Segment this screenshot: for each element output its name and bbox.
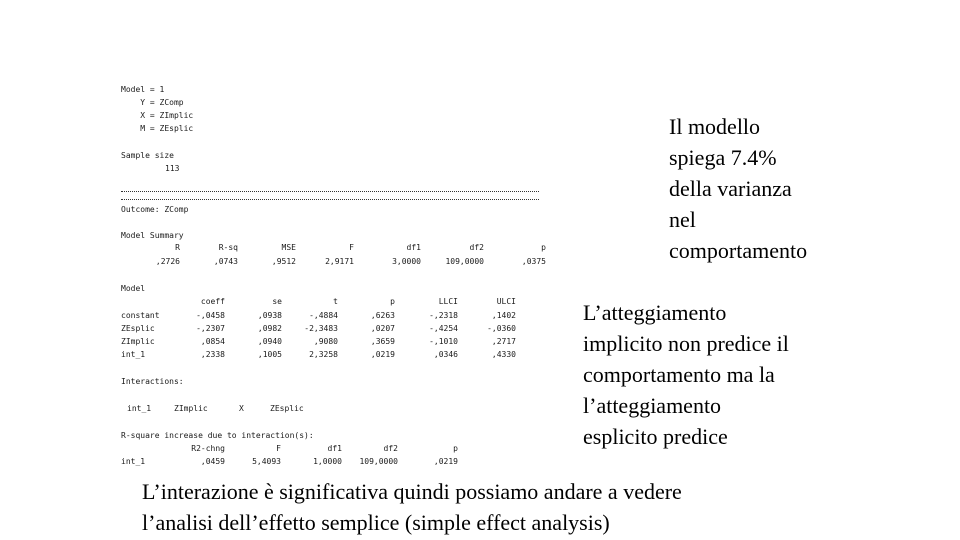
header-r-sq: R-sq <box>218 243 238 252</box>
value-df2: 109,0000 <box>445 257 484 266</box>
y-line: Y = ZComp <box>121 98 184 107</box>
r2-header-row <box>117 444 550 455</box>
coeff-cell: -,0458 <box>196 311 225 320</box>
llci-cell: ,0346 <box>433 350 458 359</box>
interaction-m-var: ZEsplic <box>270 404 304 413</box>
llci-cell: -,1010 <box>429 337 458 346</box>
annotation-line: implicito non predice il <box>583 331 789 356</box>
sample-size-label: Sample size <box>121 151 174 160</box>
model-summary-title: Model Summary <box>121 231 184 240</box>
ulci-cell: ,4330 <box>491 350 516 359</box>
header-se: se <box>272 297 282 306</box>
model-line: Model = 1 <box>121 85 165 94</box>
row-label: int_1 <box>121 350 146 359</box>
p-cell: ,0219 <box>370 350 395 359</box>
header-df2: df2 <box>383 444 398 453</box>
m-line: M = ZEsplic <box>121 124 194 133</box>
value-df2: 109,0000 <box>359 457 398 466</box>
header-r: R <box>175 243 180 252</box>
header-df1: df1 <box>327 444 342 453</box>
model-summary-header-row <box>117 243 550 254</box>
annotation-line: nel <box>669 207 696 232</box>
se-cell: ,0940 <box>257 337 282 346</box>
value-r: ,2726 <box>155 257 180 266</box>
header-t: t <box>333 297 338 306</box>
row-label: ZImplic <box>121 337 155 346</box>
r2-value-row <box>117 457 550 468</box>
header-p: p <box>541 243 546 252</box>
p-cell: ,0207 <box>370 324 395 333</box>
coeff-cell: ,2338 <box>200 350 225 359</box>
interaction-text <box>142 476 682 538</box>
header-r2-chng: R2-chng <box>191 444 225 453</box>
t-cell: -,4884 <box>309 311 338 320</box>
statistical-output-image <box>117 80 550 475</box>
attitude-text <box>583 297 789 452</box>
r2-row-label: int_1 <box>121 457 146 466</box>
table-row <box>117 337 550 348</box>
separator-line <box>121 191 539 200</box>
coeff-cell: ,0854 <box>200 337 225 346</box>
interaction-x-var: ZImplic <box>174 404 208 413</box>
value-p: ,0219 <box>433 457 458 466</box>
table-row <box>117 350 550 361</box>
t-cell: -2,3483 <box>304 324 338 333</box>
annotation-line: spiega 7.4% <box>669 145 777 170</box>
annotation-line: l’atteggiamento <box>583 393 722 418</box>
t-cell: ,9080 <box>313 337 338 346</box>
llci-cell: -,4254 <box>429 324 458 333</box>
value-r2-chng: ,0459 <box>200 457 225 466</box>
t-cell: 2,3258 <box>309 350 338 359</box>
ulci-cell: -,0360 <box>487 324 516 333</box>
model-summary-value-row <box>117 257 550 268</box>
header-df2: df2 <box>469 243 484 252</box>
header-llci: LLCI <box>438 297 458 306</box>
header-p: p <box>453 444 458 453</box>
llci-cell: -,2318 <box>429 311 458 320</box>
annotation-line: esplicito predice <box>583 424 728 449</box>
interaction-term: int_1 <box>127 404 152 413</box>
x-line: X = ZImplic <box>121 111 194 120</box>
annotation-line: comportamento ma la <box>583 362 775 387</box>
header-ulci: ULCI <box>496 297 516 306</box>
value-df1: 3,0000 <box>392 257 421 266</box>
row-label: constant <box>121 311 160 320</box>
se-cell: ,1005 <box>257 350 282 359</box>
model-title: Model <box>121 284 146 293</box>
value-p: ,0375 <box>521 257 546 266</box>
header-p: p <box>390 297 395 306</box>
annotation-line: L’atteggiamento <box>583 300 727 325</box>
header-coeff: coeff <box>200 297 225 306</box>
header-f: F <box>349 243 354 252</box>
r2-increase-title: R-square increase due to interaction(s): <box>121 431 314 440</box>
ulci-cell: ,2717 <box>491 337 516 346</box>
value-r-sq: ,0743 <box>213 257 238 266</box>
value-df1: 1,0000 <box>313 457 342 466</box>
value-mse: ,9512 <box>271 257 296 266</box>
p-cell: ,3659 <box>370 337 395 346</box>
p-cell: ,6263 <box>370 311 395 320</box>
header-f: F <box>276 444 281 453</box>
annotation-line: Il modello <box>669 114 761 139</box>
value-f: 2,9171 <box>325 257 354 266</box>
table-row <box>117 311 550 322</box>
outcome-line: Outcome: ZComp <box>121 205 189 214</box>
table-row <box>117 324 550 335</box>
annotation-line: comportamento <box>669 238 808 263</box>
row-label: ZEsplic <box>121 324 155 333</box>
annotation-line: l’analisi dell’effetto semplice (simple effect analysis) <box>142 510 610 535</box>
interaction-line <box>117 404 550 415</box>
ulci-cell: ,1402 <box>491 311 516 320</box>
header-mse: MSE <box>281 243 296 252</box>
se-cell: ,0982 <box>257 324 282 333</box>
header-df1: df1 <box>406 243 421 252</box>
annotation-line: della varianza <box>669 176 792 201</box>
annotation-line: L’interazione è significativa quindi possiamo andare a vedere <box>142 479 682 504</box>
coeff-cell: -,2307 <box>196 324 225 333</box>
model-header-row <box>117 297 550 308</box>
sample-size-value: 113 <box>165 164 180 173</box>
interactions-title: Interactions: <box>121 377 184 386</box>
value-f: 5,4093 <box>252 457 281 466</box>
se-cell: ,0938 <box>257 311 282 320</box>
interaction-operator: X <box>239 404 244 413</box>
model-explains-text <box>669 111 807 266</box>
